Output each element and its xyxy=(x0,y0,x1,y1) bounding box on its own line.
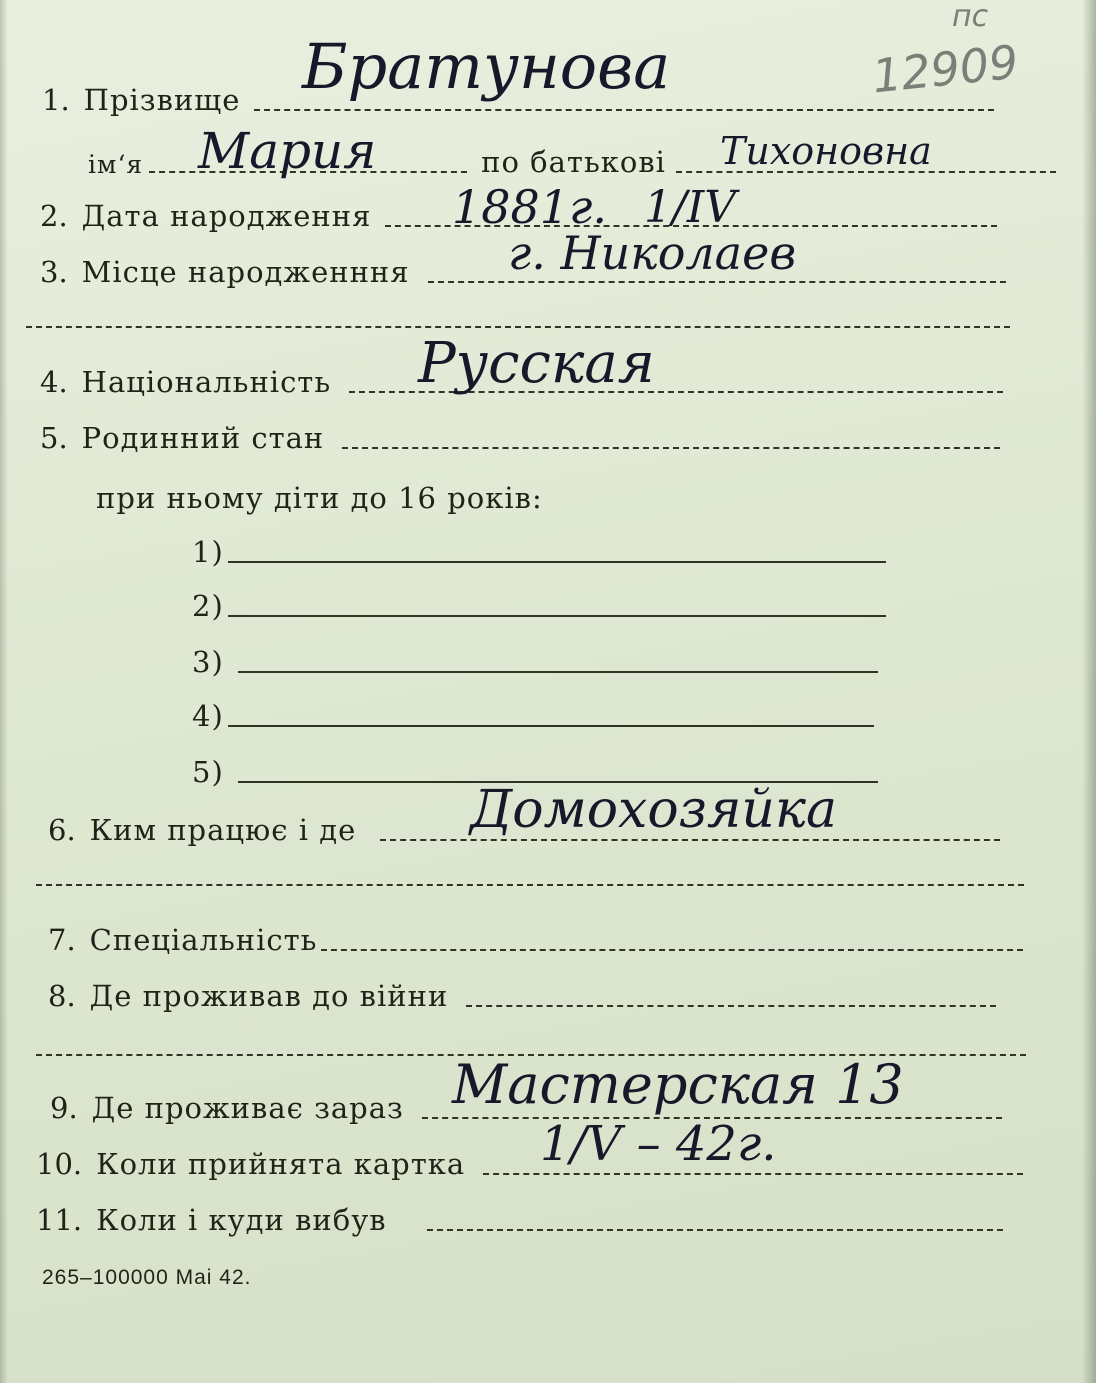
field-departure xyxy=(36,1203,1003,1237)
field-specialty xyxy=(48,923,1023,957)
field-prewar-residence xyxy=(48,979,996,1013)
print-code: 265–100000 Mai 42. xyxy=(42,1266,252,1289)
hand-birth-day: 1/IV xyxy=(644,182,736,233)
child-number: 5) xyxy=(192,755,224,789)
field-line-departure[interactable] xyxy=(427,1229,1003,1231)
field-line-surname[interactable] xyxy=(254,109,994,111)
hand-birth-year: 1881г. xyxy=(452,180,607,234)
field-label-current-residence: Де проживає зараз xyxy=(91,1091,404,1125)
hand-patronymic: Тихоновна xyxy=(720,129,932,173)
child-line-2[interactable] xyxy=(228,615,886,617)
field-line-occupation-2[interactable] xyxy=(36,884,1024,886)
hand-card-accepted: 1/V – 42г. xyxy=(540,1116,777,1172)
field-label-surname: Прізвище xyxy=(83,83,241,117)
child-row-4 xyxy=(192,699,874,733)
field-number: 4. xyxy=(40,365,68,399)
hand-occupation: Домохозяйка xyxy=(470,780,837,840)
field-number: 3. xyxy=(40,255,68,289)
hand-birth-place: г. Николаев xyxy=(508,226,797,280)
paper-edge-right xyxy=(1082,0,1096,1383)
field-number: 11. xyxy=(36,1203,83,1237)
child-row-2 xyxy=(192,589,886,623)
child-line-3[interactable] xyxy=(238,671,878,673)
field-number: 10. xyxy=(36,1147,83,1181)
field-label-birth-date: Дата народження xyxy=(81,199,372,233)
field-number: 5. xyxy=(40,421,68,455)
child-number: 3) xyxy=(192,645,224,679)
pencil-record-number: 12909 xyxy=(869,34,1021,104)
field-label-card-accepted: Коли прийнята картка xyxy=(96,1147,466,1181)
field-number: 1. xyxy=(42,83,70,117)
child-line-1[interactable] xyxy=(228,561,886,563)
field-number: 7. xyxy=(48,923,76,957)
field-number: 6. xyxy=(48,813,76,847)
field-label-marital-status: Родинний стан xyxy=(81,421,325,455)
hand-nationality: Русская xyxy=(418,331,655,396)
field-label-birth-place: Місце народженння xyxy=(81,255,410,289)
field-line-marital-status[interactable] xyxy=(342,447,1000,449)
field-number: 9. xyxy=(50,1091,78,1125)
field-label-nationality: Національність xyxy=(81,365,332,399)
field-line-card-accepted[interactable] xyxy=(483,1173,1023,1175)
child-line-4[interactable] xyxy=(228,725,874,727)
field-line-birth-place[interactable] xyxy=(428,281,1006,283)
hand-first-name: Мария xyxy=(198,122,377,180)
field-label-patronymic: по батькові xyxy=(481,145,666,179)
child-row-3 xyxy=(192,645,878,679)
hand-current-residence: Мастерская 13 xyxy=(452,1053,904,1116)
hand-surname: Братунова xyxy=(302,30,671,103)
child-number: 1) xyxy=(192,535,224,569)
child-row-1 xyxy=(192,535,886,569)
field-line-prewar-residence[interactable] xyxy=(466,1005,996,1007)
field-label-occupation: Ким працює і де xyxy=(89,813,357,847)
field-label-first-name: ім‘я xyxy=(88,150,144,179)
field-label-prewar-residence: Де проживав до війни xyxy=(89,979,449,1013)
field-number: 2. xyxy=(40,199,68,233)
field-card-accepted xyxy=(36,1147,1023,1181)
field-label-departure: Коли і куди вибув xyxy=(96,1203,387,1237)
children-heading: при ньому діти до 16 років: xyxy=(96,481,543,515)
pencil-top-note: пс xyxy=(952,0,989,34)
field-line-birth-place-2[interactable] xyxy=(26,326,1010,328)
child-number: 4) xyxy=(192,699,224,733)
paper-edge-left xyxy=(0,0,8,1383)
field-line-specialty[interactable] xyxy=(321,949,1023,951)
child-number: 2) xyxy=(192,589,224,623)
field-marital-status xyxy=(40,421,1000,455)
field-label-specialty: Спеціальність xyxy=(89,923,318,957)
field-number: 8. xyxy=(48,979,76,1013)
